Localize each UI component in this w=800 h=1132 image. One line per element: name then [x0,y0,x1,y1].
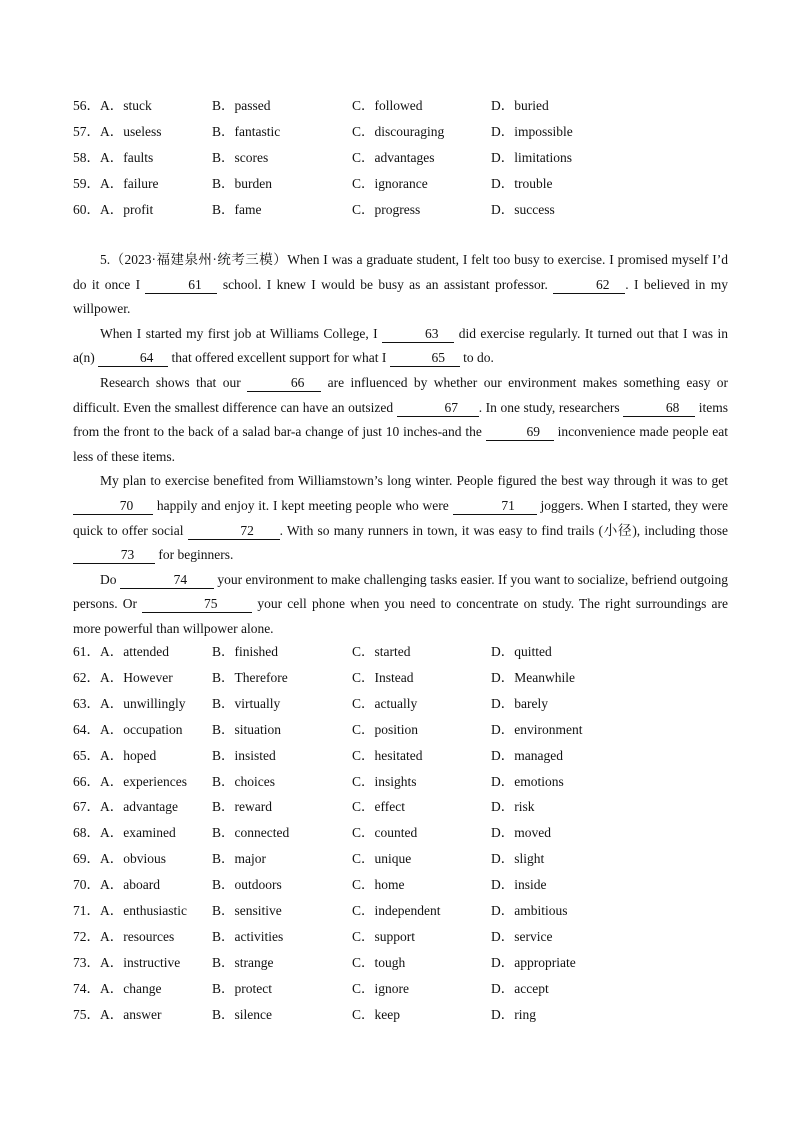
option-text: obvious [123,851,167,867]
option-b[interactable] [212,96,271,116]
option-b[interactable] [212,797,272,817]
option-letter: C． [352,721,375,737]
option-text: scores [234,150,269,165]
paragraph-2 [73,322,728,371]
option-text: profit [123,202,154,217]
option-b[interactable] [212,901,282,921]
paragraph-3 [73,371,728,469]
option-c[interactable] [352,875,405,895]
option-text: insights [374,773,417,789]
option-c[interactable] [352,122,444,142]
option-text: change [123,980,162,996]
option-letter: C． [352,954,375,970]
option-letter: C． [352,644,375,659]
option-letter: D． [491,928,515,944]
option-text: virtually [234,695,281,711]
option-b[interactable] [212,979,272,999]
option-text: discouraging [374,124,445,139]
option-b[interactable] [212,875,282,895]
option-text: situation [234,721,282,737]
option-letter: D． [491,877,515,893]
blank-number: 67 [444,399,458,415]
option-c[interactable] [352,901,441,921]
option-a[interactable] [73,694,186,714]
option-c[interactable] [352,927,415,947]
blank-number: 71 [501,497,515,513]
option-text: strange [234,954,274,970]
option-text: aboard [123,877,160,893]
option-letter: C． [352,825,375,841]
option-d[interactable] [491,746,563,766]
option-letter: 73．A． [73,954,124,970]
option-d[interactable] [491,668,575,688]
option-text: ignorance [374,176,428,191]
option-a[interactable] [73,953,180,973]
option-letter: D． [491,1006,515,1022]
option-a[interactable] [73,668,173,688]
option-text: failure [123,176,159,191]
option-b[interactable] [212,642,278,662]
blank-number: 74 [173,571,188,587]
text: are influenced by whether our environment makes something easy or difficult. Even the smallest difference can have an outsized [73,374,728,415]
option-letter: B． [212,124,235,139]
option-text: fantastic [234,124,281,139]
option-c[interactable] [352,1005,400,1025]
option-d[interactable] [491,200,555,220]
option-c[interactable] [352,979,409,999]
option-letter: C． [352,124,375,139]
option-letter: B． [212,150,235,165]
option-letter: D． [491,124,515,139]
option-b[interactable] [212,953,274,973]
option-letter: C． [352,851,375,867]
option-text: examined [123,825,176,841]
option-text: actually [374,695,418,711]
option-text: choices [234,773,275,789]
option-letter: 58．A． [73,150,124,165]
option-text: advantage [123,799,178,815]
option-text: insisted [234,747,276,763]
option-letter: B． [212,825,235,841]
option-a[interactable] [73,642,169,662]
option-text: limitations [514,150,573,165]
blank-number: 65 [431,350,446,366]
option-d[interactable] [491,148,572,168]
option-c[interactable] [352,772,417,792]
blank-number: 68 [665,399,680,415]
text: happily and enjoy it. I kept meeting people who were [156,497,449,513]
option-b[interactable] [212,849,266,869]
blank-66[interactable] [247,374,321,392]
option-text: independent [374,903,441,918]
text: your cell phone when you need to concentrate on study. The right surroundings are more powerful than willpower alone. [73,596,728,636]
option-text: support [374,928,416,944]
option-letter: 74．A． [73,980,124,996]
option-text: buried [514,98,549,113]
text: My plan to exercise benefited from Williamstown’s long winter. People figured the best way through it was to get [100,473,728,489]
option-a[interactable] [73,200,153,220]
option-letter: D． [491,695,515,711]
option-letter: D． [491,799,515,815]
option-d[interactable] [491,797,535,817]
blank-61[interactable] [145,276,217,294]
option-letter: B． [212,903,235,918]
option-letter: D． [491,980,515,996]
option-a[interactable] [73,96,152,116]
option-c[interactable] [352,200,420,220]
option-a[interactable] [73,901,187,921]
option-letter: B． [212,980,235,996]
option-b[interactable] [212,148,268,168]
option-a[interactable] [73,927,174,947]
blank-65[interactable] [390,349,460,367]
option-letter: B． [212,877,235,893]
option-b[interactable] [212,200,262,220]
option-letter: C． [352,98,375,113]
option-text: trouble [514,176,553,191]
option-d[interactable] [491,122,573,142]
option-text: finished [234,644,279,659]
option-letter: D． [491,721,515,737]
blank-68[interactable] [623,399,695,417]
option-d[interactable] [491,642,552,662]
option-letter: D． [491,773,515,789]
option-a[interactable] [73,823,176,843]
option-b[interactable] [212,772,275,792]
option-text: position [374,721,419,737]
option-text: advantages [374,150,435,165]
option-text: occupation [123,721,183,737]
option-letter: C． [352,773,375,789]
option-d[interactable] [491,979,549,999]
option-letter: D． [491,150,515,165]
option-text: emotions [514,773,564,789]
option-letter: C． [352,903,375,918]
text: . In one study, researchers [478,399,620,415]
option-text: followed [374,98,423,113]
text: items from the front to the back of a salad bar-a change of just 10 inches-and the [73,399,728,440]
option-text: quitted [514,644,552,659]
option-text: appropriate [514,954,576,970]
blank-64[interactable] [98,349,168,367]
option-a[interactable] [73,849,166,869]
option-letter: 71．A． [73,903,124,918]
text: to do. [463,350,494,366]
option-d[interactable] [491,1005,536,1025]
option-letter: D． [491,851,515,867]
option-letter: 63．A． [73,695,124,711]
option-text: attended [123,644,169,659]
option-d[interactable] [491,901,568,921]
option-text: silence [234,1006,272,1022]
question-label: 5.（2023·福建泉州·统考三模） [100,252,288,267]
text: . I believed in my willpower. [73,276,729,317]
option-text: managed [514,747,563,763]
option-text: resources [123,928,175,944]
option-letter: B． [212,644,235,659]
option-letter: 69．A． [73,851,124,867]
option-text: ring [514,1006,536,1022]
option-letter: C． [352,980,375,996]
option-text: experiences [123,773,187,789]
text: did exercise regularly. It turned out that I was in a(n) [73,325,729,366]
option-d[interactable] [491,927,552,947]
option-text: burden [234,176,273,191]
option-c[interactable] [352,694,417,714]
option-text: progress [374,202,421,217]
option-d[interactable] [491,875,547,895]
option-a[interactable] [73,174,158,194]
option-b[interactable] [212,1005,272,1025]
text: When I started my first job at Williams College, I [100,325,378,341]
blank-71[interactable] [453,497,537,515]
option-text: slight [514,851,545,867]
option-text: hoped [123,747,157,763]
text: inconvenience made people eat less of these items. [73,424,729,464]
paragraph-5 [73,568,728,642]
option-a[interactable] [73,148,153,168]
option-letter: C． [352,695,375,711]
option-a[interactable] [73,720,182,740]
option-letter: B． [212,799,235,815]
option-text: Meanwhile [514,669,575,685]
option-letter: C． [352,669,375,685]
option-b[interactable] [212,746,276,766]
option-d[interactable] [491,849,544,869]
option-letter: 57．A． [73,124,124,139]
option-letter: C． [352,799,375,815]
option-letter: C． [352,747,375,763]
option-letter: 61．A． [73,644,124,659]
option-letter: C． [352,202,375,217]
cloze-passage [73,248,728,642]
option-text: counted [374,825,418,841]
option-text: instructive [123,954,181,970]
option-letter: 65．A． [73,747,124,763]
option-text: keep [374,1006,400,1022]
option-letter: B． [212,176,235,191]
option-letter: B． [212,202,235,217]
blank-number: 73 [120,547,135,563]
blank-63[interactable] [382,325,454,343]
option-letter: 67．A． [73,799,124,815]
text: for beginners. [158,547,234,563]
option-letter: D． [491,176,515,191]
text: . With so many runners in town, it was easy to find trails (小径), including those [279,522,729,538]
option-text: useless [123,124,162,139]
option-text: passed [234,98,271,113]
blank-number: 66 [290,374,305,390]
option-c[interactable] [352,642,411,662]
option-text: activities [234,928,284,944]
option-text: Instead [374,669,414,685]
option-text: sensitive [234,903,282,918]
option-c[interactable] [352,148,435,168]
option-a[interactable] [73,797,178,817]
option-letter: D． [491,903,515,918]
option-text: service [514,928,553,944]
option-b[interactable] [212,694,280,714]
option-letter: C． [352,1006,375,1022]
option-letter: 75．A． [73,1006,124,1022]
option-text: risk [514,799,535,815]
option-b[interactable] [212,823,289,843]
option-letter: 68．A． [73,825,124,841]
option-d[interactable] [491,694,548,714]
option-text: outdoors [234,877,282,893]
option-letter: B． [212,747,235,763]
blank-number: 75 [203,596,218,612]
option-letter: D． [491,98,515,113]
option-a[interactable] [73,979,161,999]
option-b[interactable] [212,720,281,740]
text: your environment to make challenging tasks easier. If you want to socialize, befriend outgoing persons. Or [73,571,729,612]
option-letter: 62．A． [73,669,124,685]
option-text: ignore [374,980,410,996]
blank-number: 70 [119,497,134,513]
paragraph-1 [73,248,728,322]
option-text: connected [234,825,290,841]
option-letter: B． [212,851,235,867]
option-a[interactable] [73,1005,161,1025]
text: Research shows that our [100,374,241,390]
option-letter: D． [491,669,515,685]
option-letter: D． [491,747,515,763]
blank-number: 72 [240,522,254,538]
option-text: protect [234,980,272,996]
option-text: hesitated [374,747,423,763]
blank-73[interactable] [73,546,155,564]
option-letter: 59．A． [73,176,124,191]
option-c[interactable] [352,849,411,869]
option-letter: C． [352,877,375,893]
option-d[interactable] [491,720,582,740]
option-a[interactable] [73,875,160,895]
option-letter: B． [212,928,235,944]
option-text: enthusiastic [123,903,187,918]
option-text: ambitious [514,903,568,918]
blank-number: 64 [139,350,154,366]
option-text: However [123,669,173,685]
option-letter: 66．A． [73,773,124,789]
option-text: effect [374,799,405,815]
blank-67[interactable] [397,399,479,417]
option-text: answer [123,1006,162,1022]
option-text: unwillingly [123,695,186,711]
option-text: impossible [514,124,573,139]
option-b[interactable] [212,668,288,688]
blank-number: 62 [596,276,610,292]
option-letter: 60．A． [73,202,124,217]
option-c[interactable] [352,174,428,194]
option-text: home [374,877,405,893]
blank-74[interactable] [120,571,214,589]
blank-number: 63 [424,325,439,341]
option-text: started [374,644,411,659]
option-letter: B． [212,954,235,970]
option-letter: B． [212,721,235,737]
option-letter: B． [212,773,235,789]
option-text: success [514,202,555,217]
option-letter: D． [491,825,515,841]
option-d[interactable] [491,772,564,792]
option-c[interactable] [352,746,423,766]
option-text: inside [514,877,547,893]
option-letter: B． [212,98,235,113]
option-letter: D． [491,954,515,970]
option-text: faults [123,150,154,165]
option-text: stuck [123,98,152,113]
option-c[interactable] [352,797,405,817]
option-b[interactable] [212,122,280,142]
blank-number: 61 [188,276,202,292]
option-letter: 72．A． [73,928,124,944]
text: When I was a graduate student, I felt too busy to exercise. I promised myself I’d do it once I [73,252,728,292]
option-text: unique [374,851,412,867]
option-c[interactable] [352,668,414,688]
option-a[interactable] [73,746,156,766]
blank-70[interactable] [73,497,153,515]
option-text: tough [374,954,406,970]
option-d[interactable] [491,96,549,116]
option-c[interactable] [352,720,418,740]
option-d[interactable] [491,953,576,973]
text: that offered excellent support for what I [171,350,387,366]
option-letter: D． [491,202,515,217]
blank-69[interactable] [486,423,554,441]
option-letter: B． [212,1006,235,1022]
option-c[interactable] [352,823,417,843]
option-letter: C． [352,150,375,165]
option-letter: B． [212,695,235,711]
option-b[interactable] [212,927,283,947]
option-letter: D． [491,644,515,659]
option-text: Therefore [234,669,288,685]
option-text: accept [514,980,549,996]
option-letter: 56．A． [73,98,124,113]
option-text: barely [514,695,548,711]
option-text: fame [234,202,262,217]
option-b[interactable] [212,174,272,194]
option-text: major [234,851,267,867]
blank-72[interactable] [188,522,280,540]
option-text: environment [514,721,583,737]
option-d[interactable] [491,174,553,194]
option-letter: 70．A． [73,877,124,893]
option-a[interactable] [73,122,162,142]
text: joggers. When I started, they were quick to offer social [73,497,729,538]
text: Do [100,571,117,587]
paragraph-4 [73,469,728,567]
text: school. I knew I would be busy as an assistant professor. [222,276,548,292]
option-a[interactable] [73,772,187,792]
blank-75[interactable] [142,595,252,613]
option-letter: 64．A． [73,721,124,737]
option-letter: C． [352,176,375,191]
option-letter: B． [212,669,235,685]
option-c[interactable] [352,953,405,973]
option-text: moved [514,825,551,841]
option-c[interactable] [352,96,423,116]
blank-62[interactable] [553,276,625,294]
option-letter: C． [352,928,375,944]
option-d[interactable] [491,823,551,843]
option-text: reward [234,799,272,815]
blank-number: 69 [526,424,540,440]
